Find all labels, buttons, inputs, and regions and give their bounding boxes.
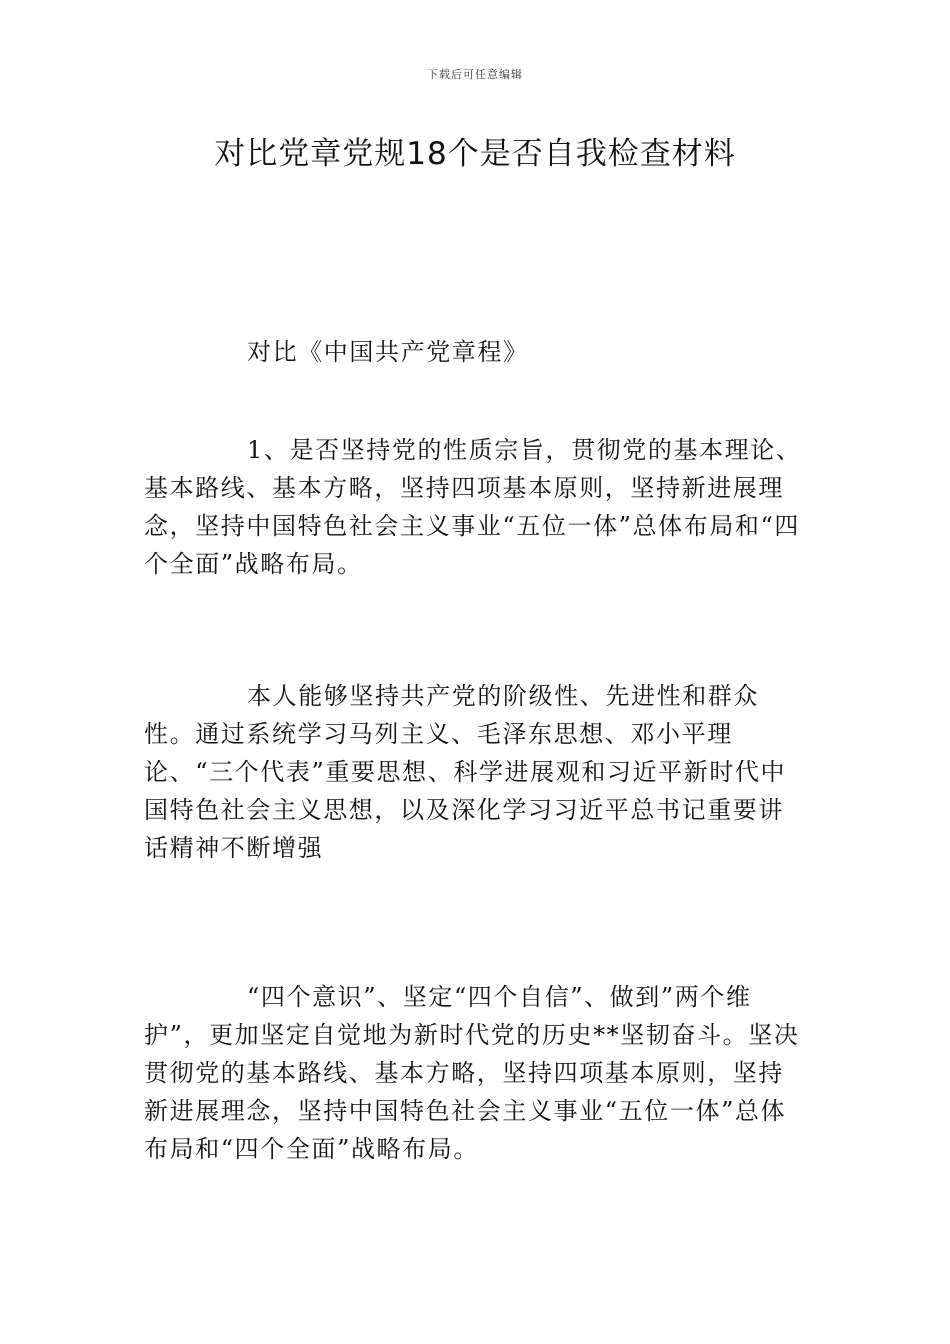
- paragraph-continuation: “四个意识”、坚定“四个自信”、做到”两个维护”，更加坚定自觉地为新时代党的历史**坚韧奋斗。坚决贯彻党的基本路线、基本方略，坚持四项基本原则，坚持新进展理念，坚持中国特色社会主义事业“五位一体”总体布局和“四个全面”战略布局。: [144, 983, 800, 1163]
- paragraph-item-1: 1、是否坚持党的性质宗旨，贯彻党的基本理论、基本路线、基本方略，坚持四项基本原则，坚持新进展理念，坚持中国特色社会主义事业“五位一体”总体布局和“四个全面”战略布局。: [144, 436, 802, 578]
- document-title: 对比党章党规18个是否自我检查材料: [214, 136, 736, 172]
- paragraph-self-assessment: 本人能够坚持共产党的阶级性、先进性和群众性。通过系统学习马列主义、毛泽东思想、邓小平理论、“三个代表”重要思想、科学进展观和习近平新时代中国特色社会主义思想，以及深化学习习近平总书记重要讲话精神不断增强: [144, 682, 787, 862]
- section-subtitle: 对比《中国共产党章程》: [247, 338, 529, 366]
- header-note: 下载后可任意编辑: [427, 68, 523, 81]
